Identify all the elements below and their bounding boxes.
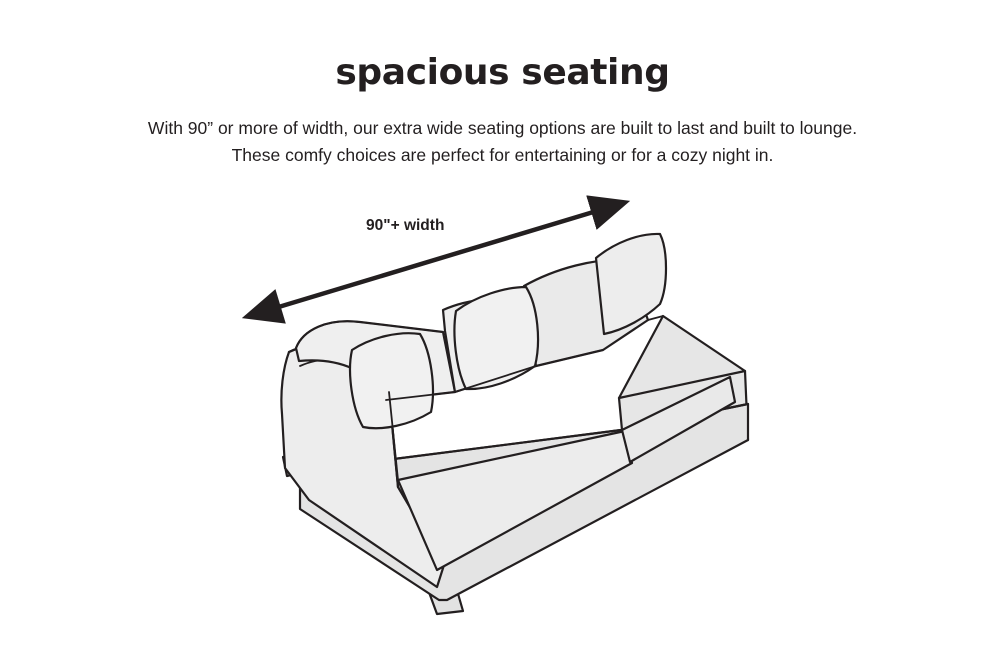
page-title: spacious seating <box>335 52 670 93</box>
width-dimension-label: 90"+ width <box>366 217 445 234</box>
description-line-2: These comfy choices are perfect for entertaining or for a cozy night in. <box>231 145 774 165</box>
back-cushion-far-right <box>596 234 666 334</box>
description-line-1: With 90” or more of width, our extra wide seating options are built to last and built to lounge. <box>147 118 858 138</box>
sofa-body <box>281 234 748 614</box>
